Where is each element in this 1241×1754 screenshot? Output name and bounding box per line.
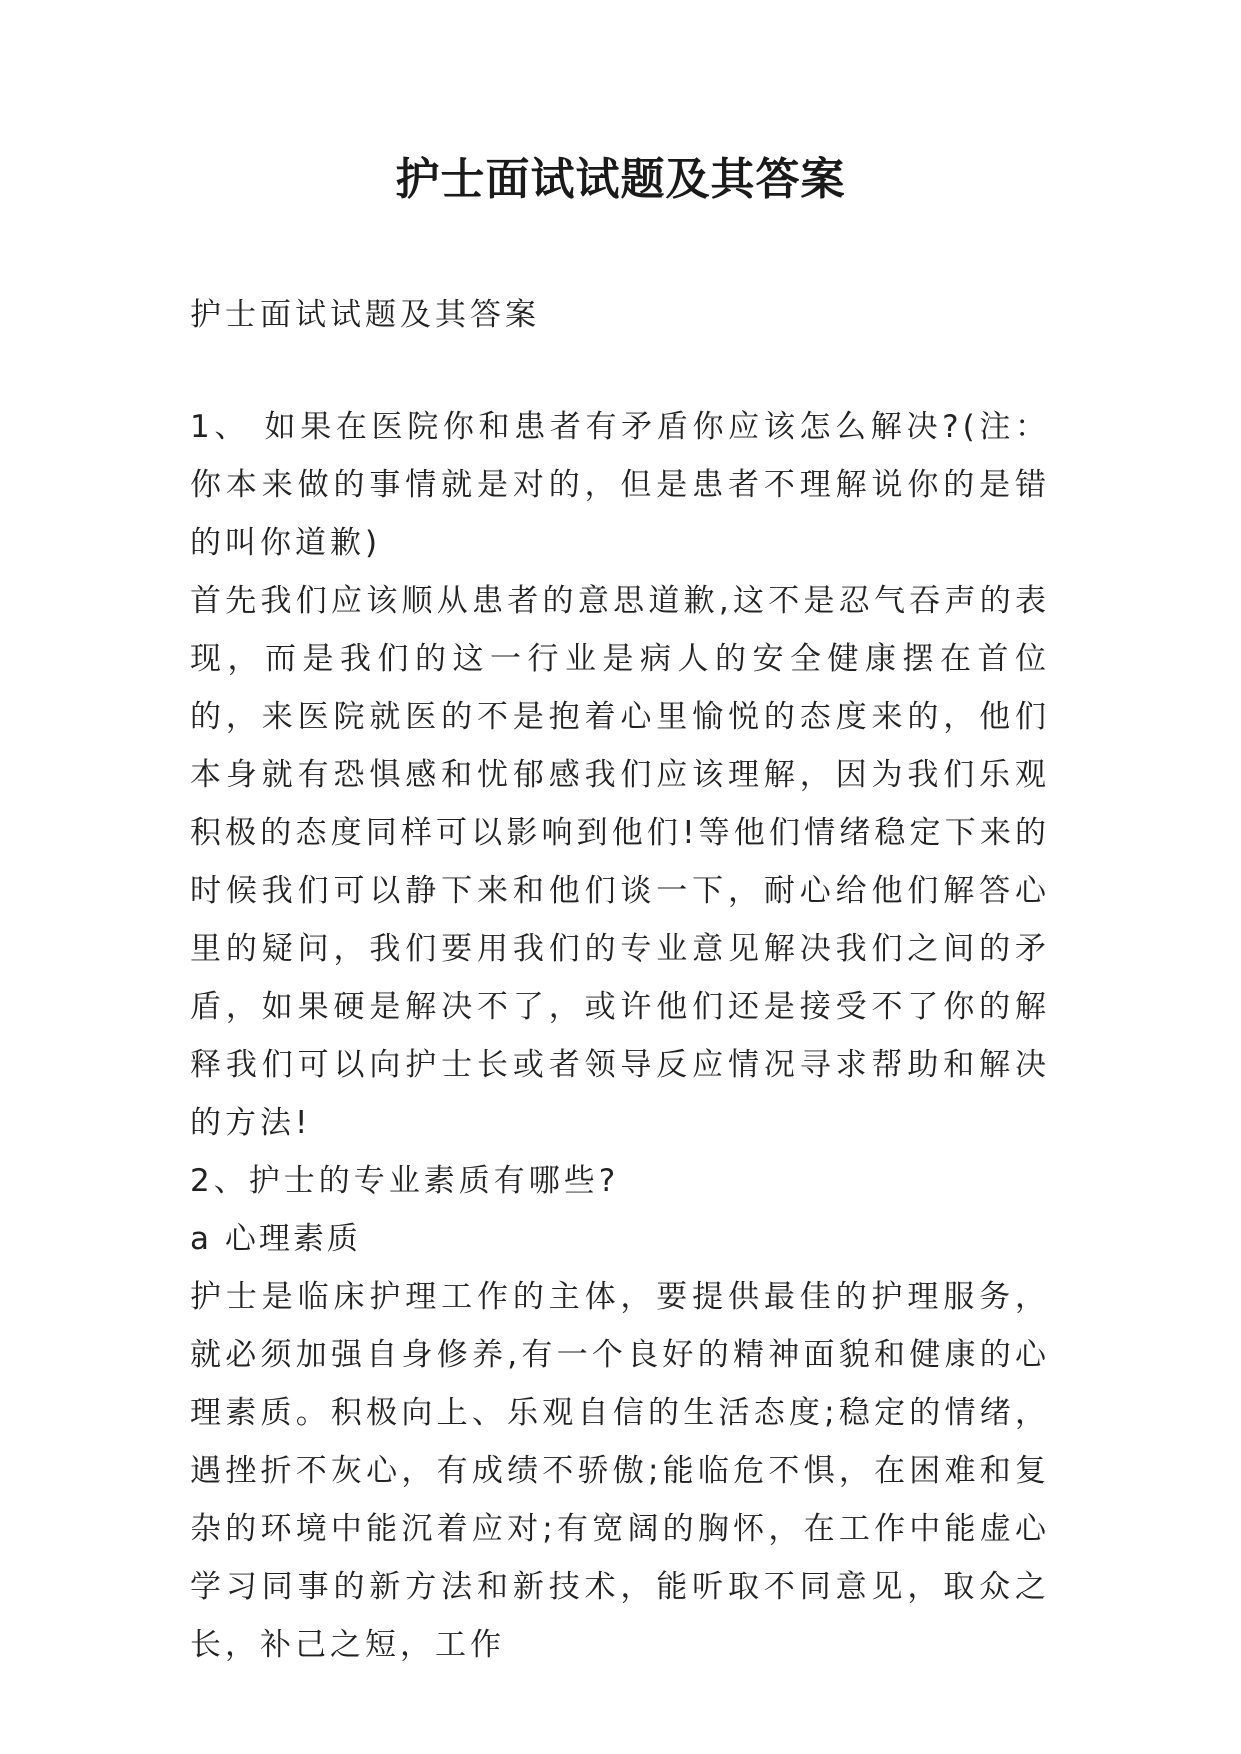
question-1: 1、 如果在医院你和患者有矛盾你应该怎么解决?(注：你本来做的事情就是对的，但是患者不理解说你的是错的叫你道歉) [190,409,1050,561]
section-a-heading: a 心理素质 [190,1221,361,1257]
document-title: 护士面试试题及其答案 [395,154,846,205]
question-2: 2、护士的专业素质有哪些? [190,1163,620,1199]
document-body [190,286,1050,1674]
section-a-paragraph: 护士是临床护理工作的主体，要提供最佳的护理服务，就必须加强自身修养,有一个良好的精神面貌和健康的心理素质。积极向上、乐观自信的生活态度;稳定的情绪，遇挫折不灰心，有成绩不骄傲;能临危不惧，在困难和复杂的环境中能沉着应对;有宽阔的胸怀，在工作中能虚心学习同事的新方法和新技术，能听取不同意见，取众之长，补己之短，工作 [190,1279,1050,1663]
document-subtitle: 护士面试试题及其答案 [190,297,540,333]
answer-1: 首先我们应该顺从患者的意思道歉,这不是忍气吞声的表现，而是我们的这一行业是病人的安全健康摆在首位的，来医院就医的不是抱着心里愉悦的态度来的，他们本身就有恐惧感和忧郁感我们应该理解，因为我们乐观积极的态度同样可以影响到他们!等他们情绪稳定下来的时候我们可以静下来和他们谈一下，耐心给他们解答心里的疑问，我们要用我们的专业意见解决我们之间的矛盾，如果硬是解决不了，或许他们还是接受不了你的解释我们可以向护士长或者领导反应情况寻求帮助和解决的方法! [190,583,1050,1141]
